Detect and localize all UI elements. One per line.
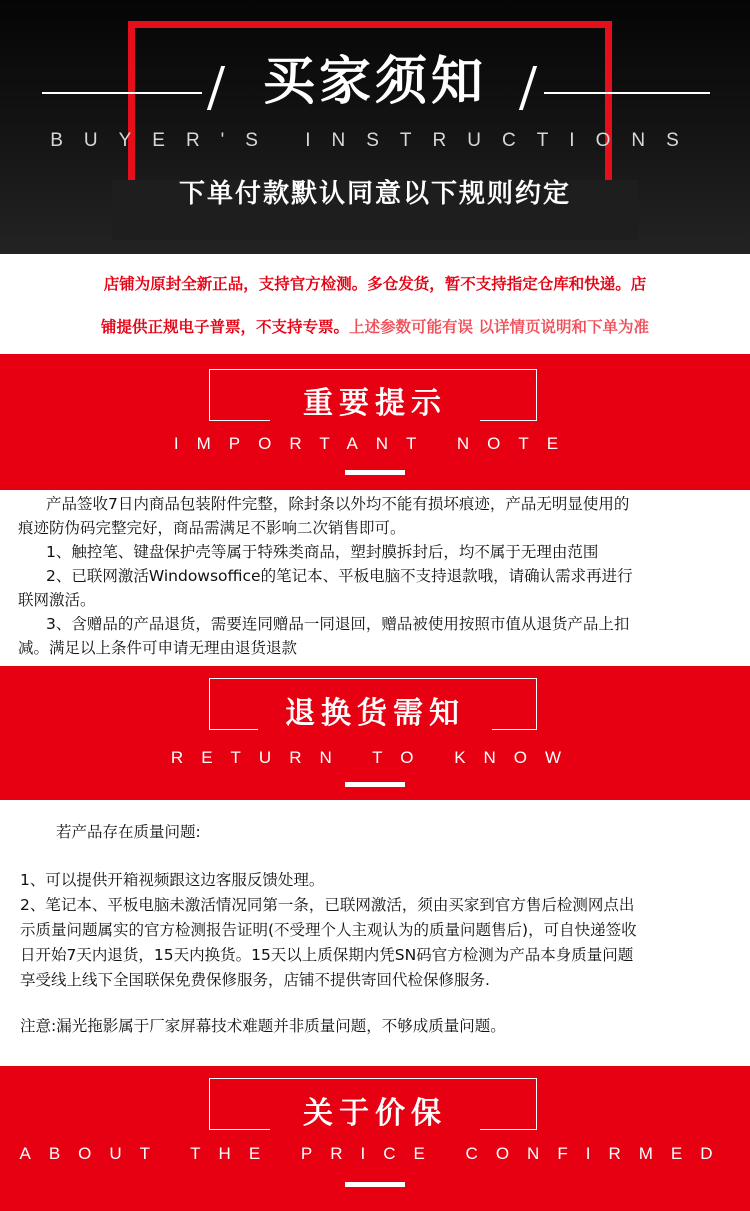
section-banner-price bbox=[0, 1066, 750, 1211]
store-notice bbox=[0, 254, 750, 354]
page-tagline: 下单付款默认同意以下规则约定 bbox=[178, 179, 571, 209]
notice-line-1 bbox=[0, 272, 750, 296]
section-divider-bar bbox=[345, 782, 405, 787]
text-line: 示质量问题属实的官方检测报告证明(不受理个人主观认为的质量问题售后)，可自快递签收 bbox=[20, 921, 637, 939]
text-line: 注意:漏光拖影属于厂家屏幕技术难题并非质量问题，不够成质量问题。 bbox=[20, 1017, 506, 1035]
section-title-english: ABOUT THE PRICE CONFIRMED bbox=[19, 1144, 731, 1163]
text-line: 产品签收7日内商品包装附件完整，除封条以外均不能有损坏痕迹，产品无明显使用的 bbox=[46, 495, 630, 513]
section-title-english: RETURN TO KNOW bbox=[170, 748, 580, 767]
text-line: 2、已联网激活Windowsoffice的笔记本、平板电脑不支持退款哦，请确认需求再进行 bbox=[46, 567, 633, 585]
notice-disclaimer-text: 上述参数可能有误 以详情页说明和下单为准 bbox=[349, 318, 649, 336]
text-line: 1、可以提供开箱视频跟这边客服反馈处理。 bbox=[20, 871, 325, 889]
header-right-line bbox=[544, 92, 710, 94]
section-title: 关于价保 bbox=[303, 1096, 447, 1131]
section-divider-bar bbox=[345, 1182, 405, 1187]
return-policy-text bbox=[0, 800, 750, 1066]
text-line: 日开始7天内退货，15天内换货。15天以上质保期内凭SN码官方检测为产品本身质量问题 bbox=[20, 946, 634, 964]
section-title-english: IMPORTANT NOTE bbox=[173, 434, 577, 453]
text-line: 2、笔记本、平板电脑未激活情况同第一条，已联网激活，须由买家到官方售后检测网点出 bbox=[20, 896, 635, 914]
notice-line-1-text: 店铺为原封全新正品，支持官方检测。多仓发货，暂不支持指定仓库和快递。店 bbox=[103, 275, 647, 293]
notice-line-2-text: 铺提供正规电子普票，不支持专票。 bbox=[101, 318, 350, 336]
section-banner-important bbox=[0, 354, 750, 490]
page-title-english: BUYER'S INSTRUCTIONS bbox=[50, 130, 700, 151]
important-note-text bbox=[0, 490, 750, 666]
text-line: 联网激活。 bbox=[18, 591, 96, 609]
section-title: 重要提示 bbox=[303, 386, 447, 421]
text-line: 减。满足以上条件可申请无理由退货退款 bbox=[18, 639, 298, 657]
notice-line-2 bbox=[0, 315, 750, 339]
text-line: 享受线上线下全国联保免费保修服务，店铺不提供寄回代检保修服务. bbox=[20, 971, 490, 989]
section-title: 退换货需知 bbox=[285, 696, 465, 731]
header-banner bbox=[0, 0, 750, 254]
section-banner-return bbox=[0, 666, 750, 800]
text-line: 1、触控笔、键盘保护壳等属于特殊类商品，塑封膜拆封后，均不属于无理由范围 bbox=[46, 543, 599, 561]
text-line: 痕迹防伪码完整完好，商品需满足不影响二次销售即可。 bbox=[18, 519, 406, 537]
section-divider-bar bbox=[345, 470, 405, 475]
text-line: 若产品存在质量问题: bbox=[56, 823, 201, 841]
page-title: 买家须知 bbox=[262, 52, 487, 112]
text-line: 3、含赠品的产品退货，需要连同赠品一同退回，赠品被使用按照市值从退货产品上扣 bbox=[46, 615, 630, 633]
